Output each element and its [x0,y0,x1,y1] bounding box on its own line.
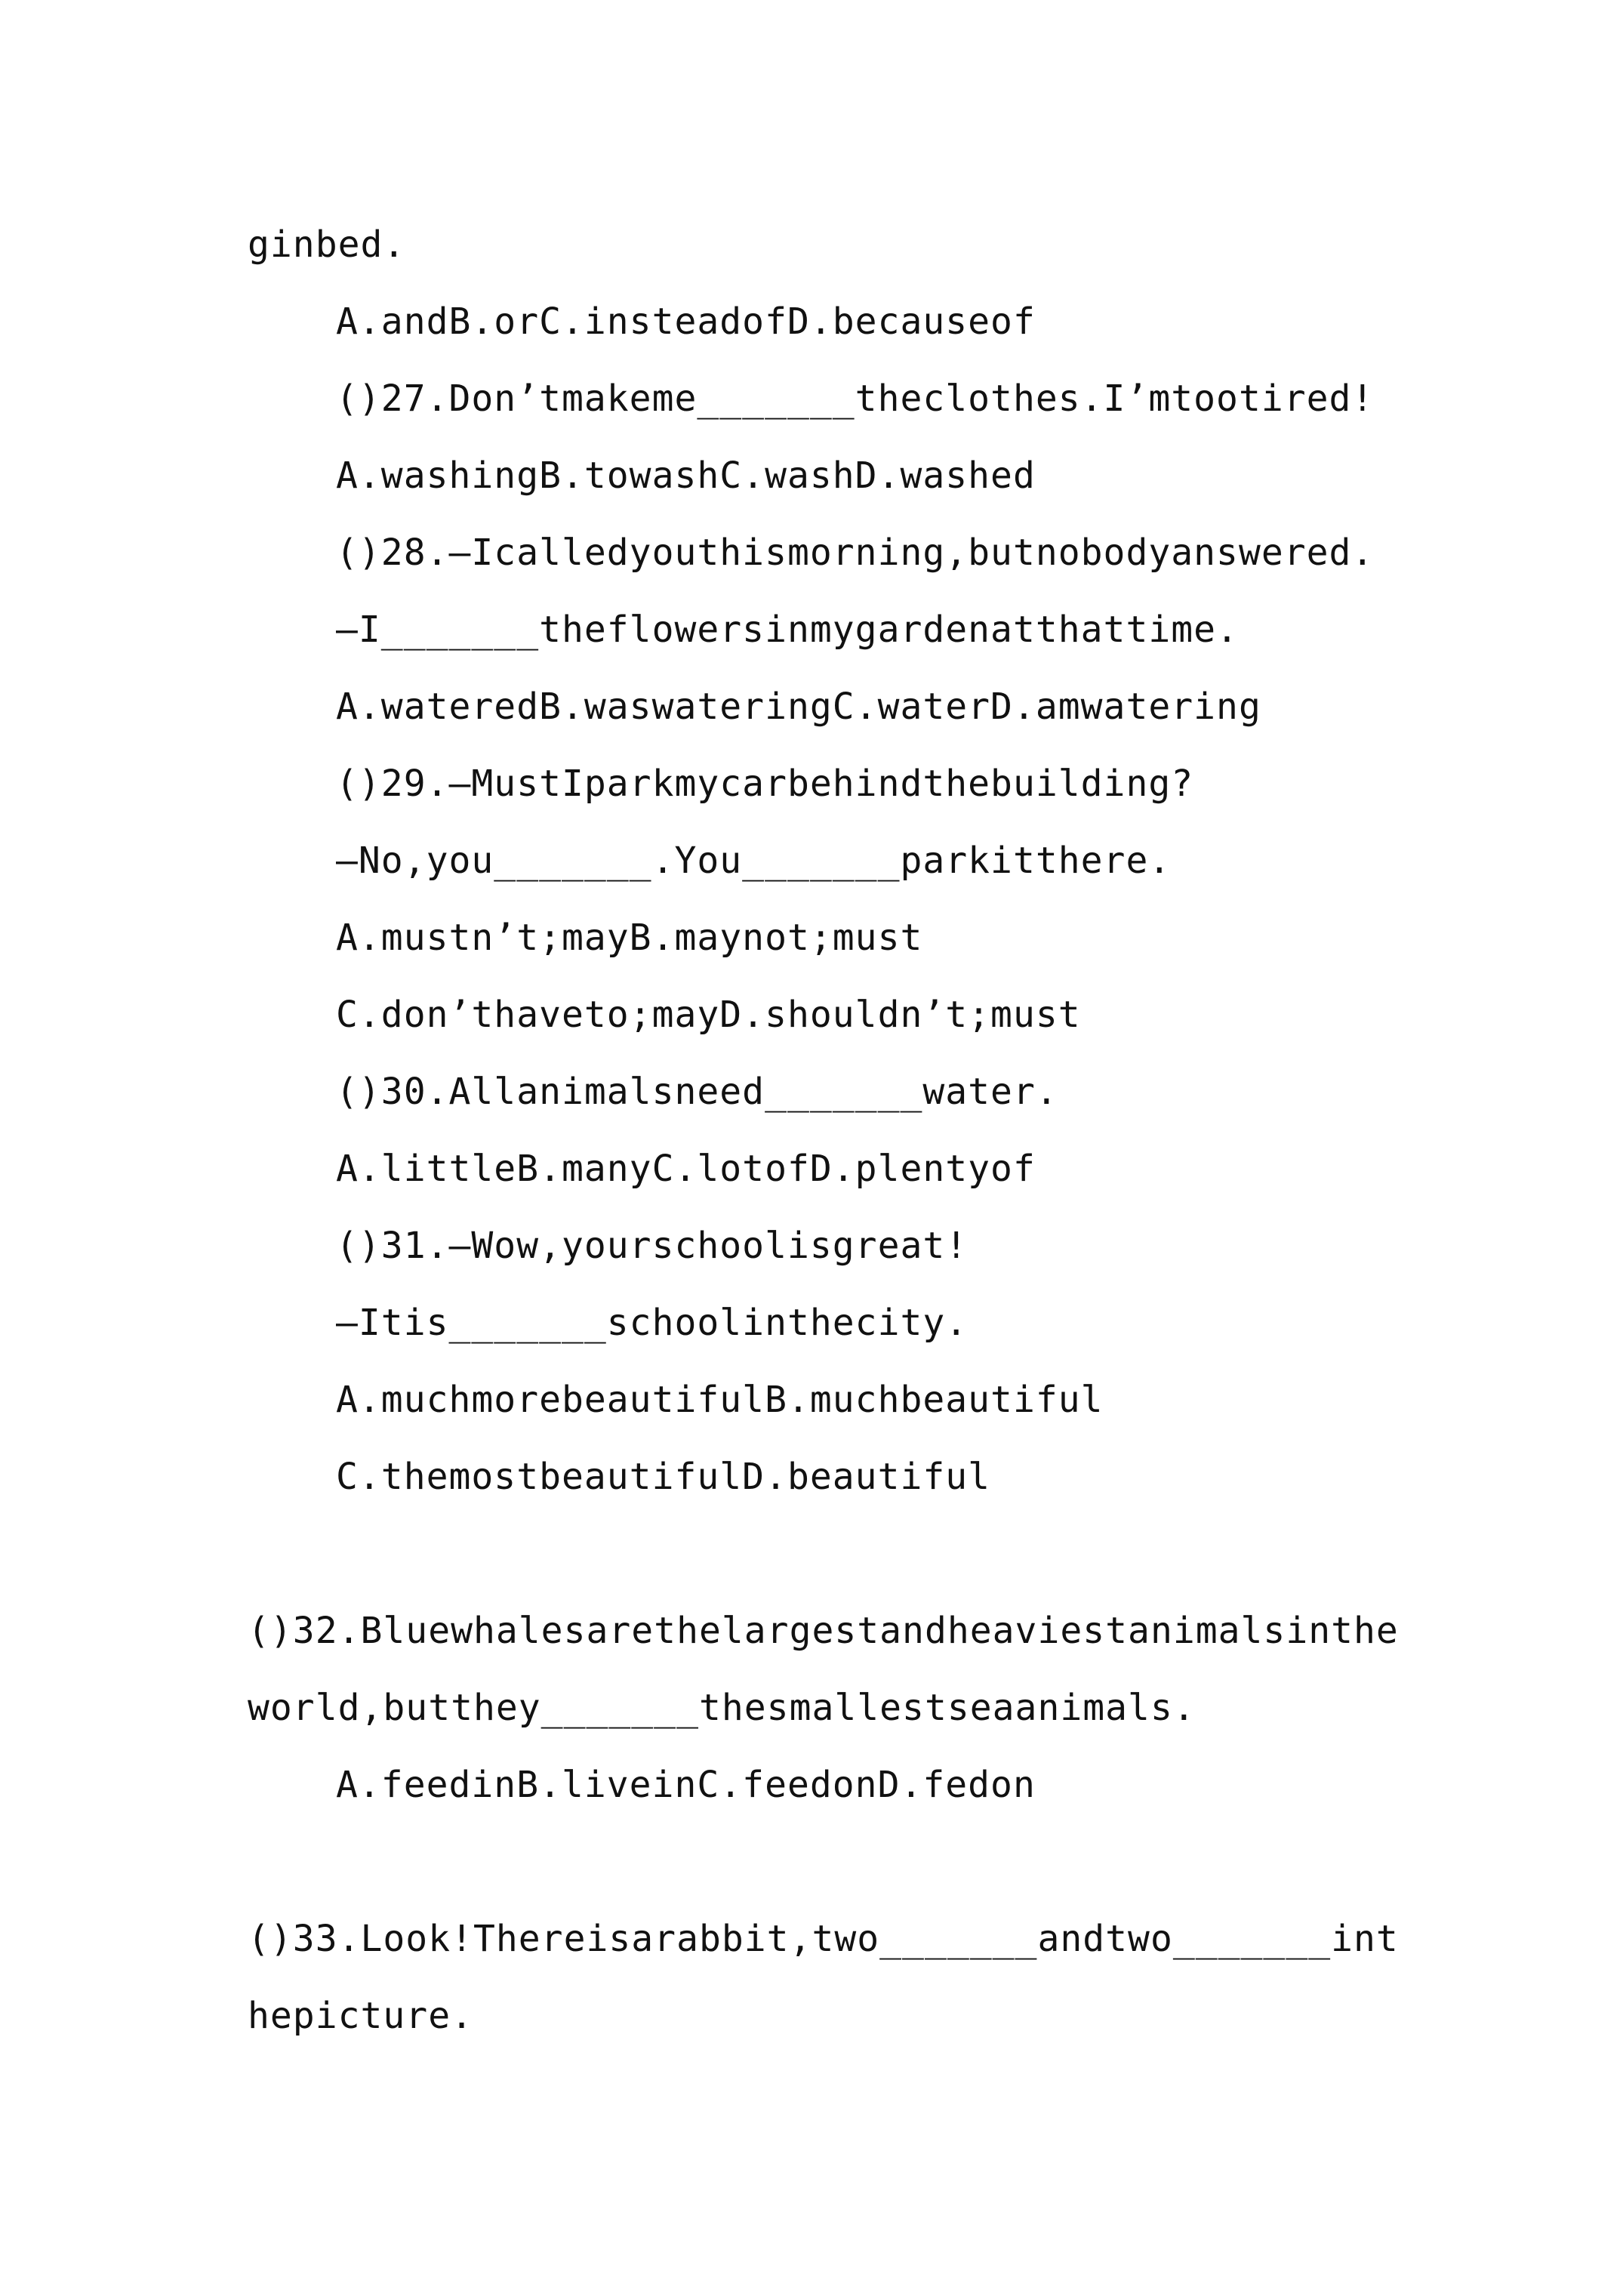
q28-options: A.wateredB.waswateringC.waterD.amwatering [336,686,1261,728]
q31-options-cd: C.themostbeautifulD.beautiful [336,1456,991,1498]
q32-options: A.feedinB.liveinC.feedonD.fedon [336,1764,1036,1806]
q29-options-cd: C.don’thaveto;mayD.shouldn’t;must [336,994,1081,1036]
q31-dialogue: —Itis_______schoolinthecity. [336,1302,969,1344]
q29-options-ab: A.mustn’t;mayB.maynot;must [336,917,923,959]
q27-options: A.washingB.towashC.washD.washed [336,455,1036,497]
text-line-continuation: ginbed. [248,223,406,266]
q29-dialogue: —No,you_______.You_______parkitthere. [336,840,1172,882]
q28-question: ()28.—Icalledyouthismorning,butnobodyanswered. [336,532,1375,574]
q32-question: ()32.Bluewhalesarethelargestandheaviestanimalsinthe [248,1610,1399,1652]
q33-question: ()33.Look!Thereisarabbit,two_______andtwo_______int [248,1918,1399,1960]
q31-question: ()31.—Wow,yourschoolisgreat! [336,1225,969,1267]
q30-question: ()30.Allanimalsneed_______water. [336,1071,1058,1113]
q26-options: A.andB.orC.insteadofD.becauseof [336,300,1036,343]
q32-question-cont: world,butthey_______thesmallestseaanimals. [248,1687,1196,1729]
q33-question-cont: hepicture. [248,1995,473,2037]
q28-dialogue: —I_______theflowersinmygardenatthattime. [336,609,1239,651]
q31-options-ab: A.muchmorebeautifulB.muchbeautiful [336,1379,1104,1421]
q29-question: ()29.—MustIparkmycarbehindthebuilding? [336,763,1194,805]
q27-question: ()27.Don’tmakeme_______theclothes.I’mtootired! [336,378,1375,420]
q30-options: A.littleB.manyC.lotofD.plentyof [336,1148,1036,1190]
